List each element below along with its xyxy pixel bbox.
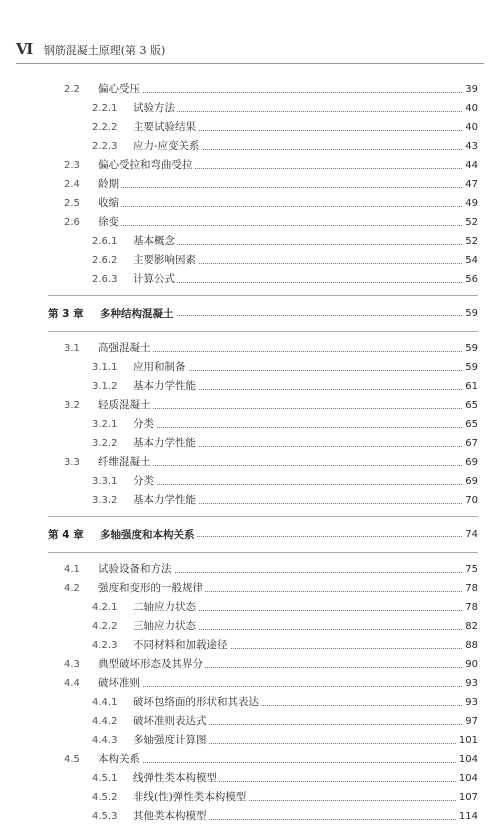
entry-number: 2.6.1 [92,236,118,247]
toc-subsection-entry[interactable] [0,251,500,270]
chapter-title: 多种结构混凝土 [100,303,176,325]
entry-page: 65 [463,396,478,415]
entry-page: 78 [463,579,478,598]
toc-subsection-entry[interactable] [0,358,500,377]
entry-page: 54 [463,251,478,270]
entry-page: 107 [457,788,478,807]
entry-number: 3.1.2 [92,381,118,392]
entry-title: 三轴应力状态 [133,617,198,636]
toc-subsection-entry[interactable] [0,472,500,491]
toc-section-chapter3 [0,339,500,510]
entry-number: 4.2.3 [92,640,118,651]
toc-section-entry[interactable] [0,674,500,693]
entry-page: 101 [457,731,478,750]
table-of-contents [0,80,500,826]
chapter-page: 74 [463,524,478,546]
entry-title: 高强混凝土 [98,339,153,358]
toc-subsection-entry[interactable] [0,731,500,750]
entry-number: 4.2 [64,583,80,594]
chapter-separator [48,516,478,517]
entry-page: 49 [463,194,478,213]
chapter-number: 第 3 章 [48,308,84,320]
toc-section-entry[interactable] [0,655,500,674]
toc-subsection-entry[interactable] [0,693,500,712]
chapter-number: 第 4 章 [48,529,84,541]
entry-title: 偏心受压 [98,80,142,99]
entry-number: 2.2.3 [92,141,118,152]
entry-title: 二轴应力状态 [133,598,198,617]
chapter-separator [48,295,478,296]
entry-number: 3.2.2 [92,438,118,449]
entry-number: 4.5.3 [92,811,118,822]
dot-leader [133,472,478,485]
entry-number: 4.2.1 [92,602,118,613]
entry-page: 43 [463,137,478,156]
entry-page: 44 [463,156,478,175]
entry-title: 偏心受拉和弯曲受拉 [98,156,195,175]
entry-page: 104 [457,750,478,769]
toc-subsection-entry[interactable] [0,415,500,434]
entry-number: 3.1.1 [92,362,118,373]
toc-subsection-entry[interactable] [0,491,500,510]
toc-subsection-entry[interactable] [0,788,500,807]
entry-title: 纤维混凝土 [98,453,153,472]
entry-page: 67 [463,434,478,453]
entry-page: 82 [463,617,478,636]
entry-number: 2.4 [64,179,80,190]
dot-leader [133,270,478,283]
toc-subsection-entry[interactable] [0,807,500,826]
entry-page: 97 [463,712,478,731]
entry-page: 69 [463,472,478,491]
dot-leader [98,194,478,207]
running-head [16,40,165,58]
dot-leader [98,750,478,763]
entry-page: 59 [463,339,478,358]
entry-number: 3.1 [64,343,80,354]
entry-number: 4.4.3 [92,735,118,746]
toc-subsection-entry[interactable] [0,636,500,655]
entry-title: 分类 [133,415,156,434]
entry-page: 90 [463,655,478,674]
entry-title: 试验方法 [133,99,177,118]
toc-section-entry[interactable] [0,175,500,194]
dot-leader [98,674,478,687]
entry-number: 4.2.2 [92,621,118,632]
entry-page: 52 [463,213,478,232]
entry-number: 2.6 [64,217,80,228]
entry-title: 破坏准则表达式 [133,712,209,731]
entry-title: 本构关系 [98,750,142,769]
dot-leader [133,415,478,428]
dot-leader [133,232,478,245]
entry-title: 线弹性类本构模型 [133,769,219,788]
entry-title: 分类 [133,472,156,491]
entry-title: 主要影响因素 [133,251,198,270]
toc-subsection-entry[interactable] [0,617,500,636]
entry-page: 88 [463,636,478,655]
toc-subsection-entry[interactable] [0,769,500,788]
toc-subsection-entry[interactable] [0,99,500,118]
toc-subsection-entry[interactable] [0,118,500,137]
entry-page: 114 [457,807,478,826]
toc-section-entry[interactable] [0,396,500,415]
dot-leader [98,213,478,226]
entry-page: 70 [463,491,478,510]
entry-title: 应力-应变关系 [133,137,202,156]
entry-title: 非线(性)弹性类本构模型 [133,788,248,807]
toc-section-entry[interactable] [0,750,500,769]
toc-subsection-entry[interactable] [0,270,500,289]
toc-subsection-entry[interactable] [0,137,500,156]
toc-subsection-entry[interactable] [0,712,500,731]
entry-page: 47 [463,175,478,194]
entry-page: 69 [463,453,478,472]
toc-subsection-entry[interactable] [0,598,500,617]
toc-section-entry[interactable] [0,560,500,579]
chapter-page: 59 [463,303,478,325]
entry-title: 基本概念 [133,232,177,251]
entry-number: 3.3.2 [92,495,118,506]
dot-leader [133,99,478,112]
dot-leader [98,339,478,352]
entry-title: 强度和变形的一般规律 [98,579,205,598]
entry-page: 65 [463,415,478,434]
entry-title: 破坏准则 [98,674,142,693]
entry-number: 2.3 [64,160,80,171]
entry-title: 基本力学性能 [133,491,198,510]
toc-section-entry[interactable] [0,339,500,358]
entry-page: 59 [463,358,478,377]
toc-section-entry[interactable] [0,453,500,472]
entry-title: 破坏包络面的形状和其表达 [133,693,261,712]
entry-page: 56 [463,270,478,289]
entry-title: 基本力学性能 [133,434,198,453]
entry-page: 40 [463,118,478,137]
entry-number: 4.4 [64,678,80,689]
entry-number: 4.4.1 [92,697,118,708]
entry-title: 典型破坏形态及其界分 [98,655,205,674]
entry-number: 4.5 [64,754,80,765]
toc-subsection-entry[interactable] [0,232,500,251]
entry-number: 2.2.1 [92,103,118,114]
dot-leader [98,175,478,188]
entry-number: 2.6.3 [92,274,118,285]
entry-title: 多轴强度计算图 [133,731,209,750]
toc-section-entry[interactable] [0,80,500,99]
entry-number: 3.3 [64,457,80,468]
toc-subsection-entry[interactable] [0,434,500,453]
entry-number: 3.3.1 [92,476,118,487]
chapter-separator [48,552,478,553]
entry-number: 3.2 [64,400,80,411]
toc-section-chapter4 [0,560,500,826]
chapter-title: 多轴强度和本构关系 [100,524,197,546]
entry-number: 2.2 [64,84,80,95]
toc-section-entry[interactable] [0,194,500,213]
dot-leader [98,396,478,409]
dot-leader [98,80,478,93]
toc-section-chapter2-continued [0,80,500,289]
toc-section-entry[interactable] [0,156,500,175]
entry-title: 试验设备和方法 [98,560,174,579]
entry-page: 104 [457,769,478,788]
entry-title: 轻质混凝土 [98,396,153,415]
entry-title: 主要试验结果 [133,118,198,137]
entry-title: 龄期 [98,175,121,194]
entry-page: 61 [463,377,478,396]
entry-title: 徐变 [98,213,121,232]
entry-number: 2.6.2 [92,255,118,266]
entry-title: 基本力学性能 [133,377,198,396]
entry-page: 93 [463,693,478,712]
header-rule [16,63,484,64]
toc-section-entry[interactable] [0,579,500,598]
toc-subsection-entry[interactable] [0,377,500,396]
entry-number: 4.5.1 [92,773,118,784]
entry-page: 40 [463,99,478,118]
entry-number: 2.5 [64,198,80,209]
toc-chapter-4[interactable] [0,524,500,546]
entry-page: 93 [463,674,478,693]
toc-chapter-3[interactable] [0,303,500,325]
chapter-separator [48,331,478,332]
toc-section-entry[interactable] [0,213,500,232]
entry-number: 4.1 [64,564,80,575]
entry-number: 4.5.2 [92,792,118,803]
entry-page: 39 [463,80,478,99]
entry-title: 不同材料和加载途径 [133,636,230,655]
entry-number: 3.2.1 [92,419,118,430]
entry-title: 计算公式 [133,270,177,289]
entry-number: 4.4.2 [92,716,118,727]
entry-title: 其他类本构模型 [133,807,209,826]
entry-number: 2.2.2 [92,122,118,133]
entry-title: 应用和制备 [133,358,188,377]
page-number: Ⅵ [16,40,33,58]
entry-page: 78 [463,598,478,617]
entry-number: 4.3 [64,659,80,670]
entry-page: 52 [463,232,478,251]
book-title: 钢筋混凝土原理(第 3 版) [43,44,166,57]
entry-title: 收缩 [98,194,121,213]
dot-leader [98,453,478,466]
entry-page: 75 [463,560,478,579]
